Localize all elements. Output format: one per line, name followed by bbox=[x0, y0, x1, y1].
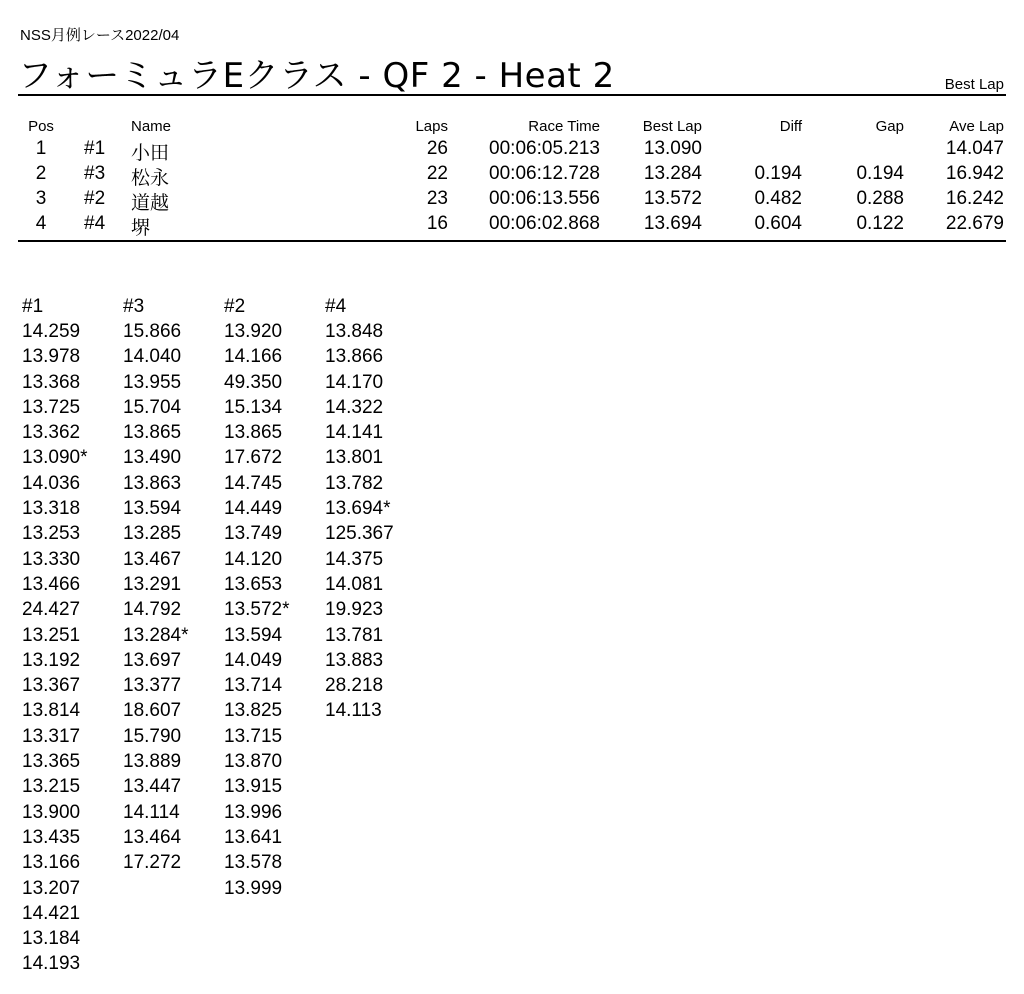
result-pos: 4 bbox=[35, 213, 47, 234]
lap-time: 14.120 bbox=[224, 548, 283, 570]
lap-time: 13.285 bbox=[123, 523, 182, 545]
lap-time: 14.114 bbox=[123, 801, 180, 823]
lap-time: 14.036 bbox=[22, 472, 81, 494]
lap-time: 14.322 bbox=[325, 396, 384, 418]
lap-time: 13.801 bbox=[325, 447, 384, 469]
result-gap: 0.122 bbox=[856, 213, 904, 234]
lap-times-section bbox=[0, 294, 520, 974]
header-best-lap: Best Lap bbox=[642, 118, 702, 135]
lap-time: 13.825 bbox=[224, 700, 283, 722]
result-laps: 16 bbox=[426, 213, 448, 234]
lap-time: 14.049 bbox=[224, 649, 283, 671]
result-pos: 3 bbox=[35, 188, 47, 209]
result-best-lap: 13.572 bbox=[643, 188, 702, 209]
lap-time: 13.367 bbox=[22, 675, 81, 697]
lap-time: 13.978 bbox=[22, 346, 81, 368]
lap-time: 14.421 bbox=[22, 902, 81, 924]
lap-time: 13.284* bbox=[123, 624, 189, 646]
result-gap: 0.288 bbox=[856, 188, 904, 209]
lap-time: 17.672 bbox=[224, 447, 283, 469]
header-gap: Gap bbox=[875, 118, 904, 135]
lap-time: 14.259 bbox=[22, 321, 81, 342]
results-rule bbox=[18, 240, 1006, 242]
lap-column-header: #3 bbox=[123, 296, 145, 317]
lap-column bbox=[123, 294, 223, 876]
lap-time: 13.782 bbox=[325, 472, 384, 494]
lap-time: 49.350 bbox=[224, 371, 283, 393]
result-race-time: 00:06:05.213 bbox=[489, 138, 600, 159]
header-laps: Laps bbox=[415, 118, 448, 135]
lap-time: 13.377 bbox=[123, 675, 182, 697]
lap-time: 15.134 bbox=[224, 396, 283, 418]
lap-column bbox=[224, 294, 324, 901]
result-race-time: 00:06:13.556 bbox=[489, 188, 600, 209]
header-name: Name bbox=[131, 118, 172, 135]
lap-column bbox=[22, 294, 122, 977]
lap-time: 13.207 bbox=[22, 877, 81, 899]
lap-time: 14.792 bbox=[123, 599, 182, 621]
lap-time: 14.141 bbox=[325, 422, 384, 444]
lap-time: 13.999 bbox=[224, 877, 283, 899]
result-name: 松永 bbox=[131, 167, 170, 189]
lap-time: 14.040 bbox=[123, 346, 182, 368]
result-pos: 1 bbox=[35, 138, 47, 159]
lap-time: 13.594 bbox=[123, 498, 182, 520]
lap-time: 13.781 bbox=[325, 624, 384, 646]
lap-time: 13.920 bbox=[224, 321, 283, 342]
result-gap: 0.194 bbox=[856, 163, 904, 184]
lap-time: 13.865 bbox=[224, 422, 283, 444]
result-car: #1 bbox=[84, 138, 106, 159]
lap-time: 13.863 bbox=[123, 472, 182, 494]
lap-time: 13.889 bbox=[123, 751, 182, 773]
result-laps: 22 bbox=[426, 163, 448, 184]
header-pos: Pos bbox=[28, 118, 54, 135]
lap-time: 14.170 bbox=[325, 371, 384, 393]
result-best-lap: 13.284 bbox=[643, 163, 702, 184]
result-race-time: 00:06:02.868 bbox=[489, 213, 600, 234]
result-best-lap: 13.090 bbox=[643, 138, 702, 159]
result-laps: 26 bbox=[426, 138, 448, 159]
lap-time: 13.253 bbox=[22, 523, 81, 545]
lap-time: 13.714 bbox=[224, 675, 283, 697]
result-ave-lap: 16.942 bbox=[945, 163, 1004, 184]
lap-time: 13.848 bbox=[325, 321, 384, 342]
lap-time: 13.715 bbox=[224, 725, 283, 747]
lap-time: 13.594 bbox=[224, 624, 283, 646]
lap-time: 13.291 bbox=[123, 573, 182, 595]
lap-time: 13.694* bbox=[325, 498, 391, 520]
lap-time: 13.725 bbox=[22, 396, 81, 418]
lap-time: 14.166 bbox=[224, 346, 283, 368]
lap-time: 13.466 bbox=[22, 573, 81, 595]
lap-time: 13.251 bbox=[22, 624, 81, 646]
result-best-lap: 13.694 bbox=[643, 213, 702, 234]
result-car: #2 bbox=[84, 188, 106, 209]
lap-time: 13.464 bbox=[123, 826, 182, 848]
result-ave-lap: 16.242 bbox=[945, 188, 1004, 209]
lap-time: 13.215 bbox=[22, 776, 81, 798]
header-ave-lap: Ave Lap bbox=[949, 118, 1004, 135]
lap-time: 125.367 bbox=[325, 523, 394, 545]
result-name: 堺 bbox=[131, 217, 151, 239]
result-name: 道越 bbox=[131, 192, 170, 214]
lap-time: 13.365 bbox=[22, 751, 81, 773]
lap-time: 13.641 bbox=[224, 826, 283, 848]
lap-time: 13.330 bbox=[22, 548, 81, 570]
lap-time: 28.218 bbox=[325, 675, 384, 697]
result-diff: 0.482 bbox=[754, 188, 802, 209]
result-race-time: 00:06:12.728 bbox=[489, 163, 600, 184]
lap-time: 14.081 bbox=[325, 573, 384, 595]
lap-time: 15.790 bbox=[123, 725, 182, 747]
result-row bbox=[0, 138, 1024, 163]
lap-time: 13.866 bbox=[325, 346, 384, 368]
lap-time: 13.447 bbox=[123, 776, 182, 798]
lap-time: 13.749 bbox=[224, 523, 283, 545]
header-diff: Diff bbox=[779, 118, 802, 135]
lap-time: 13.362 bbox=[22, 422, 81, 444]
lap-time: 13.184 bbox=[22, 928, 81, 950]
result-row bbox=[0, 188, 1024, 213]
lap-time: 13.697 bbox=[123, 649, 182, 671]
lap-column-header: #4 bbox=[325, 296, 347, 317]
lap-time: 13.955 bbox=[123, 371, 182, 393]
lap-time: 14.449 bbox=[224, 498, 283, 520]
lap-time: 13.865 bbox=[123, 422, 182, 444]
lap-time: 18.607 bbox=[123, 700, 182, 722]
lap-time: 17.272 bbox=[123, 852, 182, 874]
lap-time: 13.368 bbox=[22, 371, 81, 393]
lap-time: 13.318 bbox=[22, 498, 81, 520]
lap-time: 24.427 bbox=[22, 599, 81, 621]
lap-time: 13.915 bbox=[224, 776, 283, 798]
result-diff: 0.194 bbox=[754, 163, 802, 184]
result-row bbox=[0, 163, 1024, 188]
lap-time: 14.113 bbox=[325, 700, 382, 722]
lap-time: 13.572* bbox=[224, 599, 290, 621]
lap-time: 13.883 bbox=[325, 649, 384, 671]
page-title: フォーミュラEクラス - QF 2 - Heat 2 bbox=[18, 56, 615, 96]
lap-column-header: #2 bbox=[224, 296, 246, 317]
result-ave-lap: 14.047 bbox=[945, 138, 1004, 159]
lap-time: 13.996 bbox=[224, 801, 283, 823]
lap-time: 15.866 bbox=[123, 321, 182, 342]
lap-time: 13.192 bbox=[22, 649, 81, 671]
report-subtitle: Best Lap bbox=[944, 76, 1004, 93]
result-laps: 23 bbox=[426, 188, 448, 209]
lap-time: 13.653 bbox=[224, 573, 283, 595]
lap-time: 13.467 bbox=[123, 548, 182, 570]
lap-time: 13.814 bbox=[22, 700, 81, 722]
lap-column bbox=[325, 294, 425, 724]
header-rule bbox=[18, 94, 1006, 96]
lap-time: 13.435 bbox=[22, 826, 81, 848]
event-name: NSS月例レース2022/04 bbox=[20, 27, 180, 44]
lap-time: 15.704 bbox=[123, 396, 182, 418]
lap-time: 13.090* bbox=[22, 447, 88, 469]
result-ave-lap: 22.679 bbox=[945, 213, 1004, 234]
results-header bbox=[0, 118, 1024, 136]
result-pos: 2 bbox=[35, 163, 47, 184]
result-diff: 0.604 bbox=[754, 213, 802, 234]
result-name: 小田 bbox=[131, 142, 170, 164]
result-car: #3 bbox=[84, 163, 106, 184]
lap-time: 13.490 bbox=[123, 447, 182, 469]
lap-time: 13.870 bbox=[224, 751, 283, 773]
lap-time: 14.193 bbox=[22, 953, 81, 975]
lap-time: 13.900 bbox=[22, 801, 81, 823]
lap-time: 13.578 bbox=[224, 852, 283, 874]
lap-time: 14.375 bbox=[325, 548, 384, 570]
lap-column-header: #1 bbox=[22, 296, 44, 317]
lap-time: 13.166 bbox=[22, 852, 81, 874]
lap-time: 13.317 bbox=[22, 725, 81, 747]
lap-time: 14.745 bbox=[224, 472, 283, 494]
result-car: #4 bbox=[84, 213, 106, 234]
result-row bbox=[0, 213, 1024, 238]
lap-time: 19.923 bbox=[325, 599, 384, 621]
header-race-time: Race Time bbox=[528, 118, 600, 135]
